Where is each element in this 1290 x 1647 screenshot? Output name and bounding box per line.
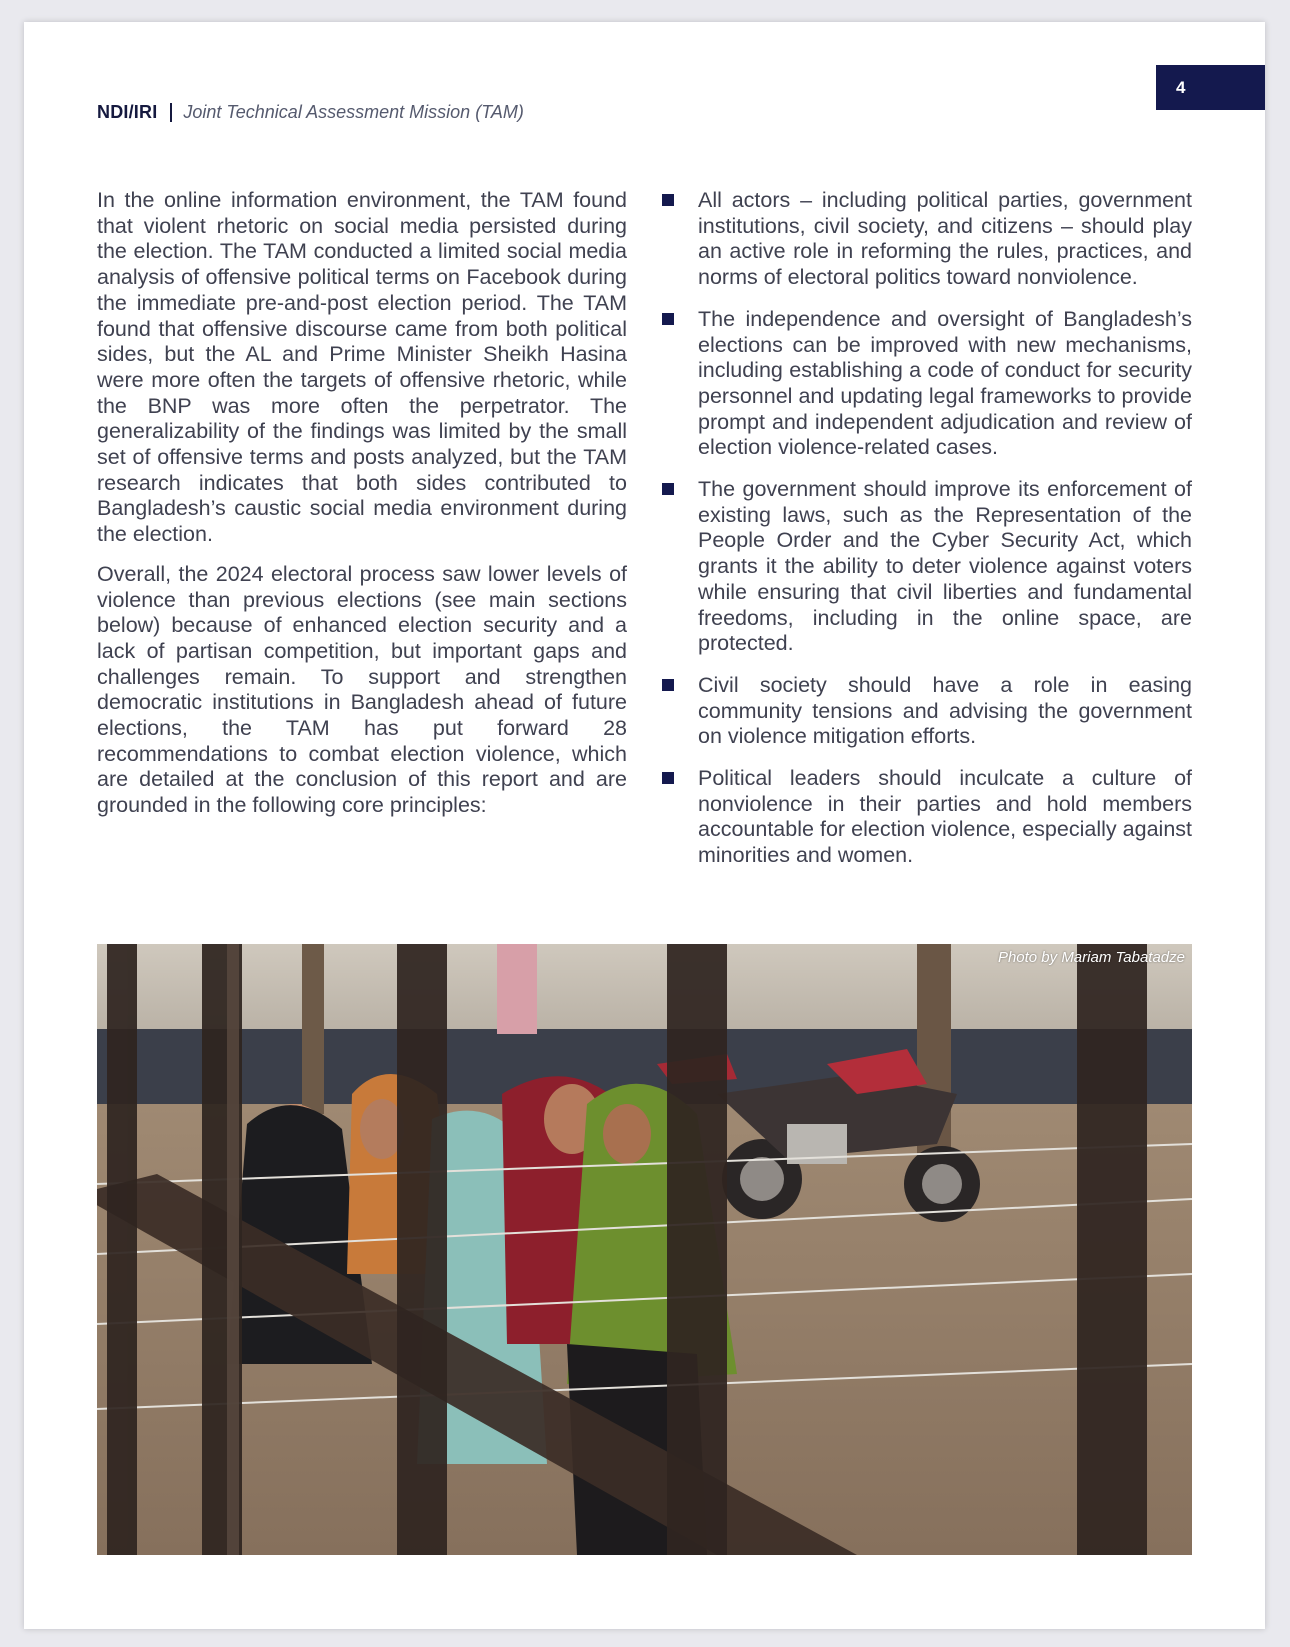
list-item-text: Political leaders should inculcate a culture of nonviolence in their parties and hold members accountable for election violence, especially against minorities and women. — [698, 766, 1192, 868]
paragraph-overall-process: Overall, the 2024 electoral process saw lower levels of violence than previous elections (see main sections below) because of enhanced election security and a lack of partisan competition, but important gaps and challenges remain. To support and strengthen democratic institutions in Bangladesh ahead of future elections, the TAM has put forward 28 recommendations to combat election violence, which are detailed at the conclusion of this report and are grounded in the following core principles: — [97, 561, 627, 818]
page-number-badge — [1156, 65, 1265, 110]
photo-illustration — [97, 944, 1192, 1555]
list-item — [662, 477, 1192, 657]
list-item-text: All actors – including political parties, government institutions, civil society, and citizens – should play an active role in reforming the rules, practices, and norms of electoral politics toward nonviolence. — [698, 188, 1192, 290]
brand-label: NDI/IRI — [97, 102, 158, 122]
list-item-text: The government should improve its enforcement of existing laws, such as the Representation of the People Order and the Cyber Security Act, which grants it the ability to deter violence against voters while ensuring that civil liberties and fundamental freedoms, including in the online space, are protected. — [698, 477, 1192, 656]
list-item — [662, 188, 1192, 291]
left-column — [97, 188, 627, 833]
square-bullet-icon — [662, 679, 674, 691]
list-item-text: Civil society should have a role in easing community tensions and advising the government on violence mitigation efforts. — [698, 672, 1192, 749]
list-item — [662, 307, 1192, 461]
photo-women-voters — [97, 944, 1192, 1555]
list-item-text: The independence and oversight of Bangladesh’s elections can be improved with new mechanisms, including establishing a code of conduct for security personnel and updating legal frameworks to provide prompt and independent adjudication and review of election violence-related cases. — [698, 306, 1192, 460]
document-page — [24, 22, 1265, 1629]
photo-credit: Photo by Mariam Tabatadze — [997, 949, 1185, 966]
page-number: 4 — [1176, 77, 1186, 97]
list-item — [662, 673, 1192, 750]
square-bullet-icon — [662, 194, 674, 206]
list-item — [662, 766, 1192, 869]
right-column — [662, 188, 1192, 885]
square-bullet-icon — [662, 313, 674, 325]
paragraph-online-environment: In the online information environment, the TAM found that violent rhetoric on social media persisted during the election. The TAM conducted a limited social media analysis of offensive political terms on Facebook during the immediate pre-and-post election period. The TAM found that offensive discourse came from both political sides, but the AL and Prime Minister Sheikh Hasina were more often the targets of offensive rhetoric, while the BNP was more often the perpetrator. The generalizability of the findings was limited by the small set of offensive terms and posts analyzed, but the TAM research indicates that both sides contributed to Bangladesh’s caustic social media environment during the election. — [97, 188, 627, 547]
core-principles-list — [662, 188, 1192, 869]
report-title: Joint Technical Assessment Mission (TAM) — [183, 102, 524, 122]
running-header — [97, 102, 524, 123]
header-divider — [170, 103, 172, 122]
square-bullet-icon — [662, 483, 674, 495]
square-bullet-icon — [662, 772, 674, 784]
